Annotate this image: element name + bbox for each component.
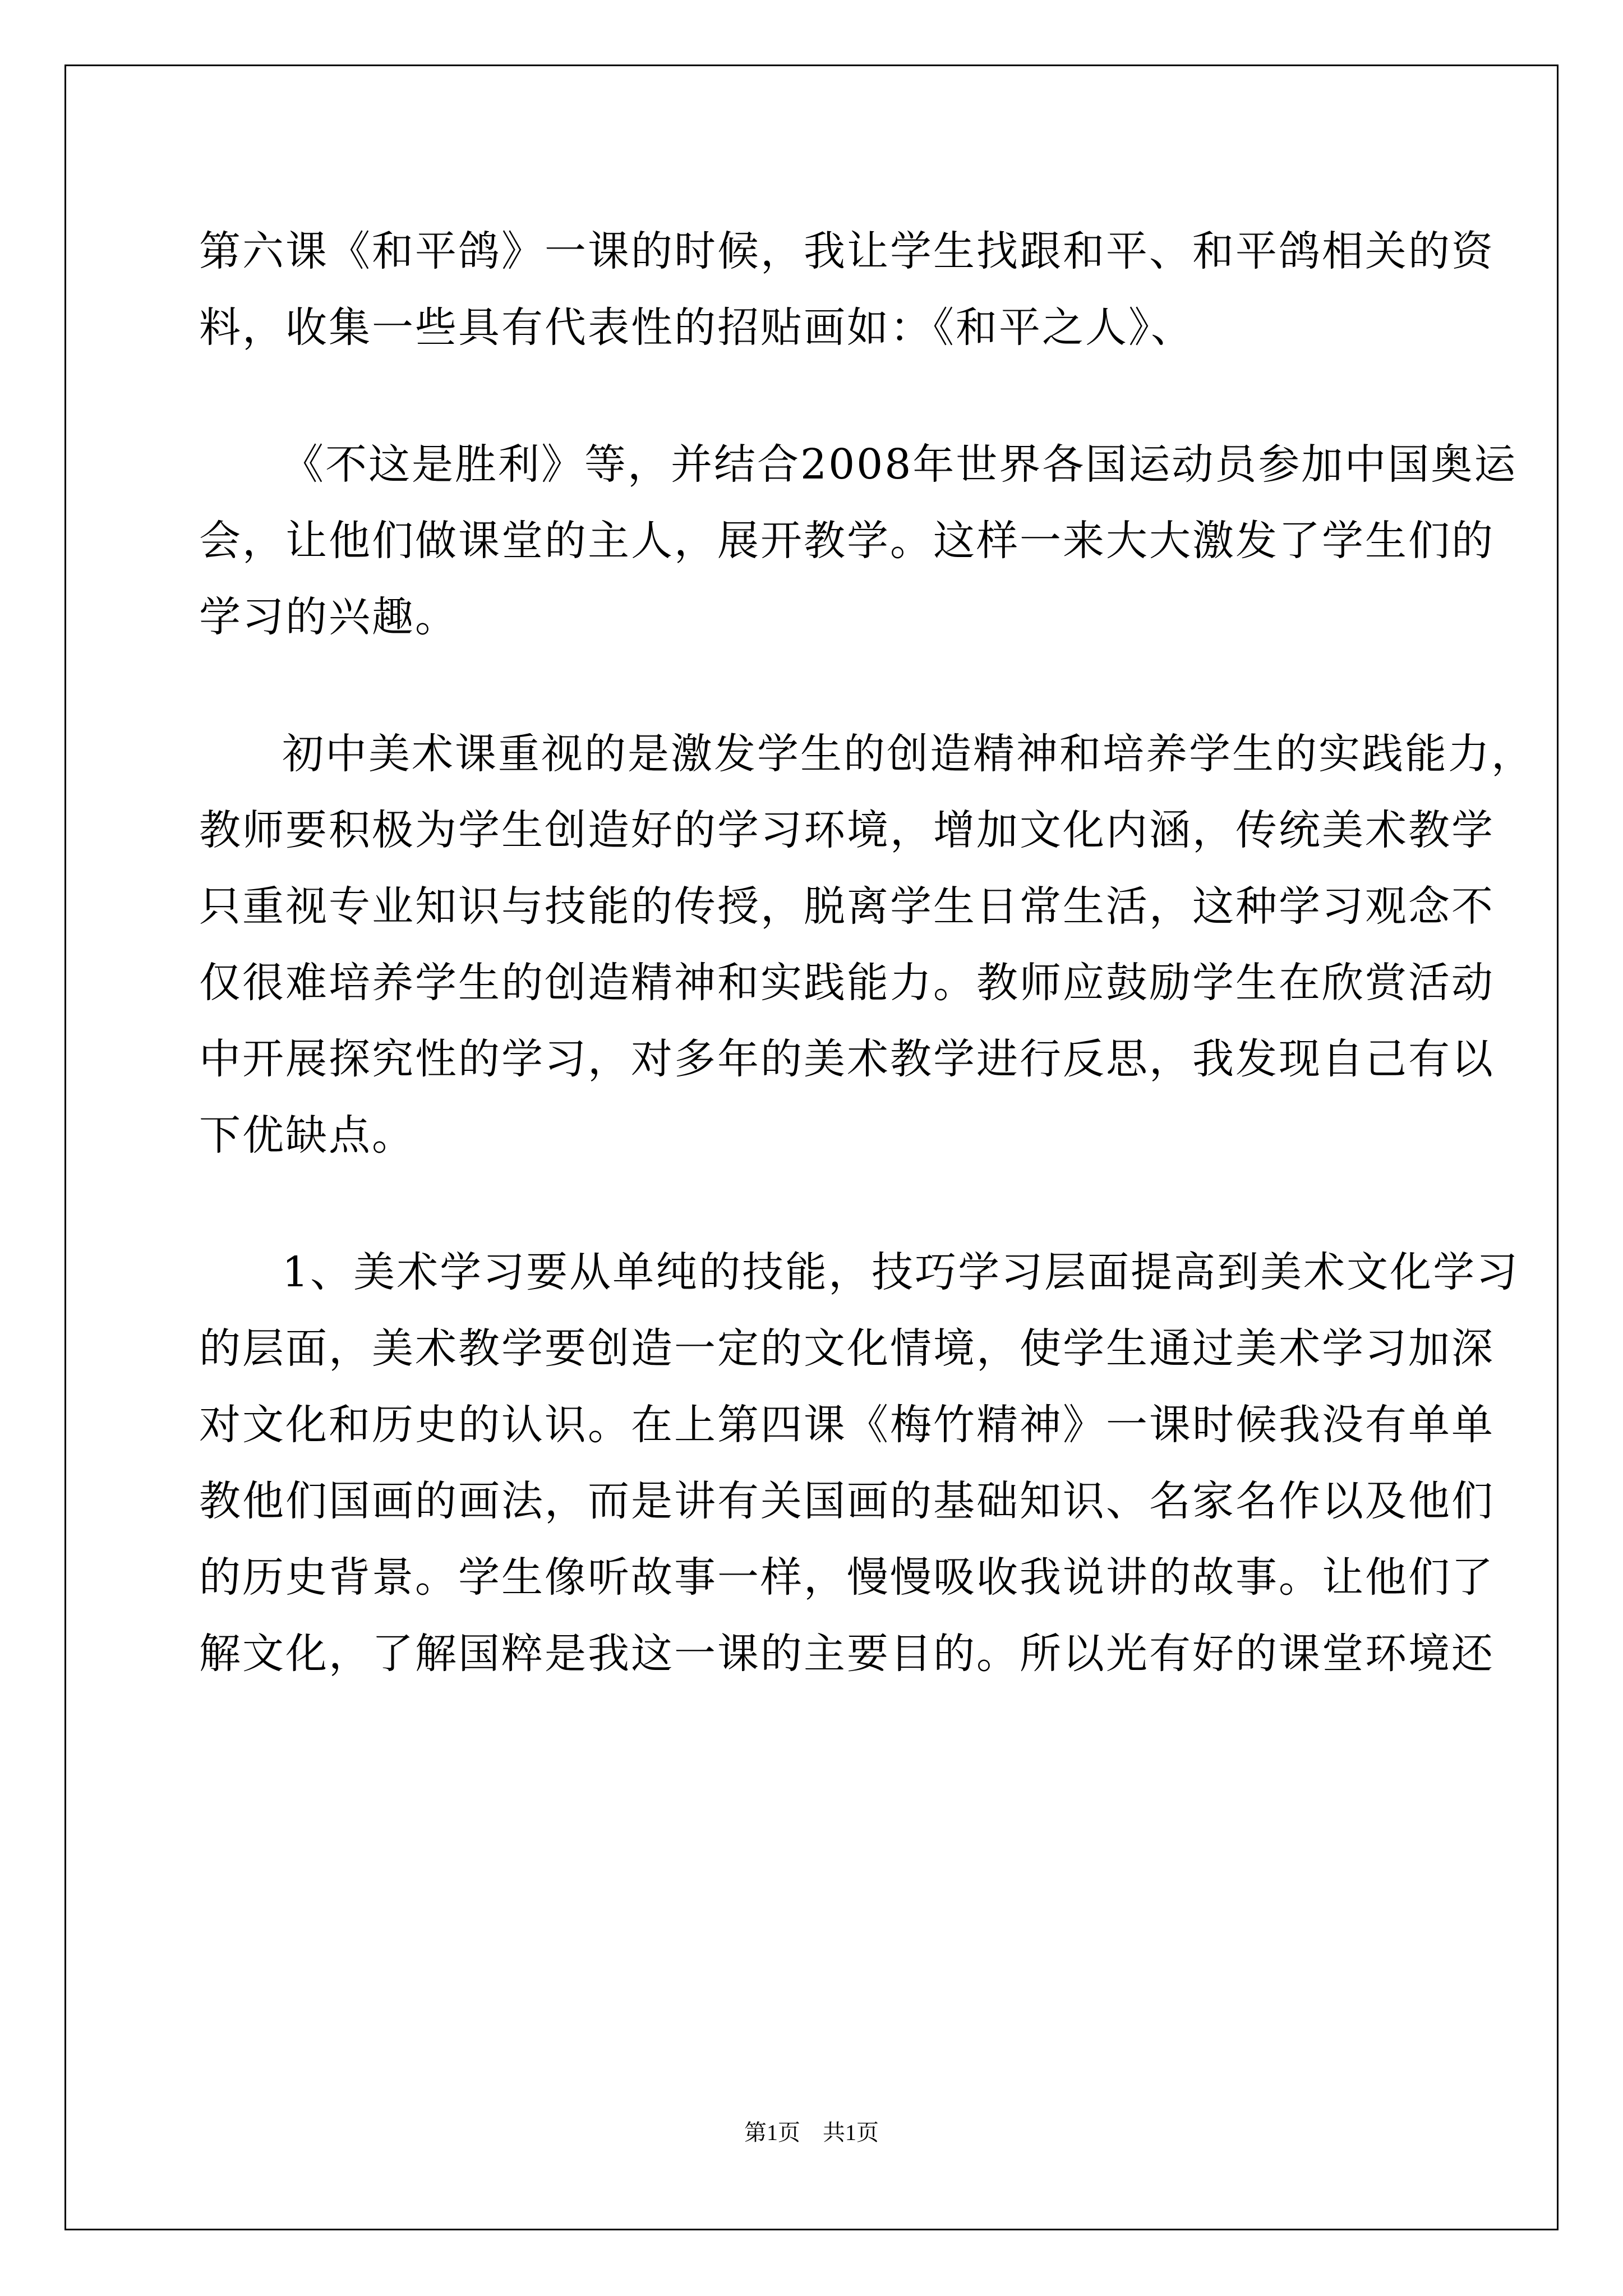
text-line: 学习的兴趣。 (199, 593, 458, 641)
text-line: 会，让他们做课堂的主人，展开教学。这样一来大大激发了学生们的 (199, 517, 1495, 565)
text-line: 的历史背景。学生像听故事一样，慢慢吸收我说讲的故事。让他们了 (199, 1553, 1495, 1602)
document-body (199, 213, 1534, 1692)
text-line: 只重视专业知识与技能的传授，脱离学生日常生活，这种学习观念不 (199, 882, 1495, 931)
text-line: 对文化和历史的认识。在上第四课《梅竹精神》一课时候我没有单单 (199, 1401, 1495, 1449)
text-line: 仅很难培养学生的创造精神和实践能力。教师应鼓励学生在欣赏活动 (199, 959, 1495, 1007)
text-line: 料，收集一些具有代表性的招贴画如：《和平之人》、 (199, 303, 1194, 352)
text-line: 第六课《和平鸽》一课的时候，我让学生找跟和平、和平鸽相关的资 (199, 227, 1495, 275)
text-line: 中开展探究性的学习，对多年的美术教学进行反思，我发现自己有以 (199, 1035, 1495, 1083)
text-line: 的层面，美术教学要创造一定的文化情境，使学生通过美术学习加深 (199, 1324, 1495, 1373)
text-line: 教师要积极为学生创造好的学习环境，增加文化内涵，传统美术教学 (199, 806, 1495, 854)
paragraph-1 (199, 213, 1495, 366)
text-line: 教他们国画的画法，而是讲有关国画的基础知识、名家名作以及他们 (199, 1477, 1495, 1525)
text-line: 解文化，了解国粹是我这一课的主要目的。所以光有好的课堂环境还 (199, 1630, 1495, 1678)
paragraph-3 (199, 716, 1534, 1174)
paragraph-4 (199, 1234, 1520, 1692)
text-line: 下优缺点。 (199, 1111, 415, 1159)
text-line: 初中美术课重视的是激发学生的创造精神和培养学生的实践能力， (282, 730, 1534, 778)
paragraph-2 (199, 426, 1518, 655)
text-line: 1、美术学习要从单纯的技能，技巧学习层面提高到美术文化学习 (282, 1248, 1520, 1296)
text-line: 《不这是胜利》等，并结合2008年世界各国运动员参加中国奥运 (282, 440, 1518, 489)
page-number: 第1页 共1页 (744, 2120, 879, 2145)
